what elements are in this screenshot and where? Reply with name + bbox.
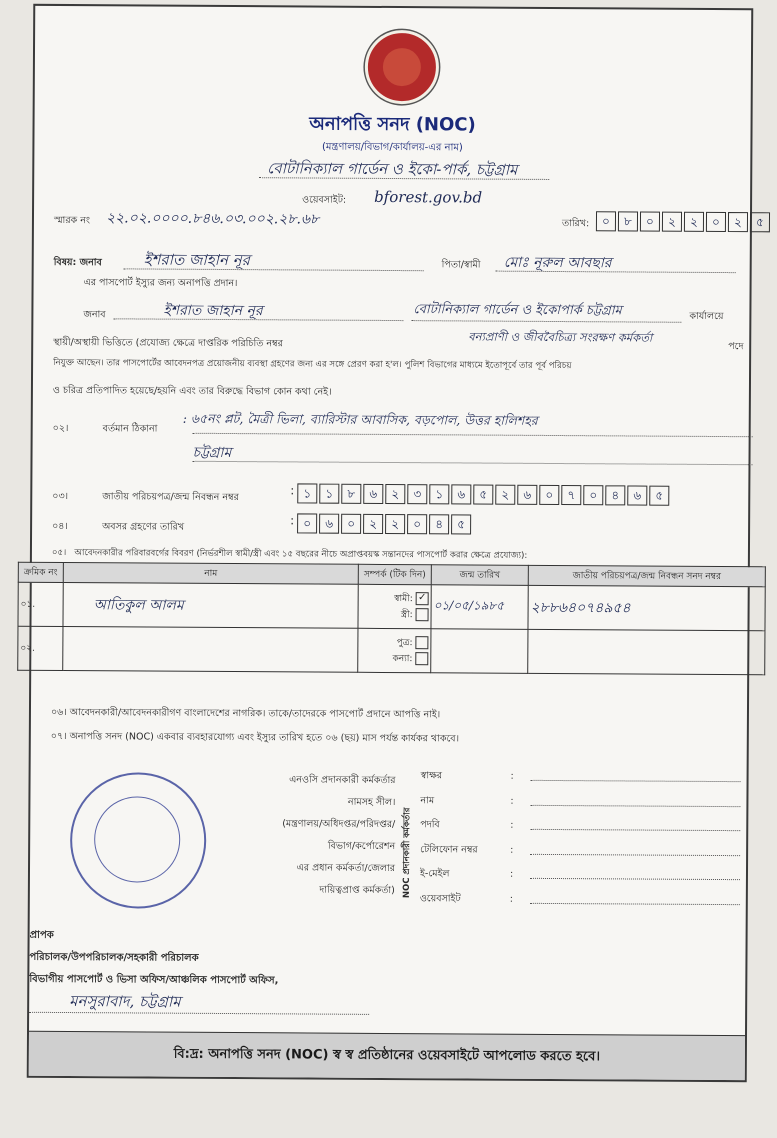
office-seal-stamp	[70, 772, 207, 909]
retire-digit: ৪	[429, 514, 449, 534]
signatory-fields: স্বাক্ষর : নাম : পদবি : টেলিফোন নম্বর : ই-মেইল : ওয়েবসাইট :	[420, 764, 741, 913]
date-digit: ৫	[750, 212, 770, 232]
nid-digit: ২	[495, 485, 515, 505]
nid-digit: ০	[583, 485, 603, 505]
body-janab: জনাব	[83, 309, 106, 321]
rel-a-label: পুত্র:	[396, 637, 413, 648]
row-dob	[431, 629, 528, 674]
body-office: বোটানিক্যাল গার্ডেন ও ইকোপার্ক চট্টগ্রাম	[413, 302, 622, 319]
signatory-left: এনওসি প্রদানকারী কর্মকর্তার নামসহ সীল। (মন্ত্রণালয়/অধিদপ্তর/পরিদপ্তর/ বিভাগ/কর্পোরেশন এর প্রধান কর্মকর্তা/জেলার দায়িত্বপ্রাপ্ত কর্মকর্তা)	[282, 774, 396, 897]
rel-b-checkbox[interactable]	[415, 652, 428, 665]
family-label: আবেদনকারীর পরিবারবর্গের বিবরণ (নির্ভরশীল স্বামী/স্ত্রী এবং ১৫ বছরের নীচে অপ্রাপ্তবয়স্ক সন্তানদের পাসপোর্ট করার ক্ষেত্রে প্রযোজ্য):	[74, 548, 528, 561]
nid-number: ০৩।	[52, 490, 69, 503]
retire-digit: ০	[297, 513, 317, 533]
date-digit: ২	[728, 212, 748, 232]
nid-digit: ৬	[451, 484, 471, 504]
table-row	[18, 582, 765, 631]
designation-suffix: পদে	[728, 341, 744, 353]
memo-number: ২২.০২.০০০০.৮৪৬.০৩.০০২.২৮.৬৮	[105, 210, 320, 228]
family-number: ০৫।	[51, 547, 67, 559]
note-6: ০৬। আবেদনকারী/আবেদনকারীগণ বাংলাদেশের নাগরিক। তাকে/তাদেরকে পাসপোর্ট প্রদানে আপত্তি নাই।	[50, 706, 441, 721]
row-serial: ০১.	[18, 582, 63, 626]
retire-number: ০৪।	[52, 520, 68, 533]
rel-b-checkbox[interactable]	[416, 608, 429, 621]
nid-label: জাতীয় পরিচয়পত্র/জন্ম নিবন্ধন নম্বর	[102, 491, 239, 504]
body-line4: ও চরিত্র প্রতিপাদিত হয়েছে/হয়নি এবং তার বিরুদ্ধে বিভাগ কোন কথা নেই।	[52, 384, 332, 398]
rel-a-label: স্বামী:	[394, 593, 413, 604]
date-label: তারিখ:	[561, 218, 590, 230]
nid-digit: ০	[539, 485, 559, 505]
relation-name: মোঃ নূরুল আবছার	[503, 254, 612, 272]
body-name: ইশরাত জাহান নূর	[163, 302, 263, 320]
retire-label: অবসর গ্রহণের তারিখ	[102, 521, 185, 533]
date-digit: ৮	[618, 211, 638, 231]
nid-digit: ১	[297, 483, 317, 503]
memo-label: স্মারক নং	[53, 214, 91, 227]
office-suffix: কার্যালয়ে	[689, 310, 724, 323]
nid-digit: ৬	[517, 485, 537, 505]
nid-digit: ৫	[473, 485, 493, 505]
nid-digit: ৬	[363, 484, 383, 504]
nid-digit: ৮	[341, 484, 361, 504]
date-digit: ০	[706, 212, 726, 232]
row-nid: ২৮৮৬৪০৭৪৯৫৪	[528, 585, 765, 630]
date-digit: ২	[662, 212, 682, 232]
website-label: ওয়েবসাইট:	[302, 194, 347, 206]
page-title: অনাপত্তি সনদ (NOC)	[309, 113, 476, 136]
address-line2: চট্টগ্রাম	[192, 444, 232, 462]
nid-digit: ২	[385, 484, 405, 504]
retire-digit: ০	[341, 514, 361, 534]
date-digit: ০	[640, 212, 660, 232]
nid-digit: ৪	[605, 485, 625, 505]
col-dob: জন্ম তারিখ	[431, 565, 528, 586]
col-name: নাম	[63, 563, 358, 585]
nid-digit-boxes: : ১ ১ ৮ ৬ ২ ৩ ১ ৬ ৫ ২ ৬ ০ ৭ ০ ৪ ৬ ৫	[290, 483, 671, 505]
office-name: বোটানিক্যাল গার্ডেন ও ইকো-পার্ক, চট্টগ্রাম	[267, 159, 518, 179]
note-7: ০৭। অনাপত্তি সনদ (NOC) একবার ব্যবহারযোগ্য এবং ইস্যুর তারিখ হতে ০৬ (ছয়) মাস পর্যন্ত কার্যকর থাকবে।	[50, 730, 460, 745]
nid-digit: ৭	[561, 485, 581, 505]
ministry-hint: (মন্ত্রণালয়/বিভাগ/কার্যালয়-এর নাম)	[321, 141, 463, 154]
nid-digit: ১	[429, 484, 449, 504]
retire-digit: ২	[385, 514, 405, 534]
vertical-label: NOC প্রদানকারী কর্মকর্তার	[401, 807, 413, 899]
subject-line2: এর পাসপোর্ট ইস্যুর জন্য অনাপত্তি প্রদান।	[83, 277, 238, 290]
recipient-line2: বিভাগীয় পাসপোর্ট ও ভিসা অফিস/আঞ্চলিক পাসপোর্ট অফিস,	[29, 973, 279, 987]
issue-date-boxes	[596, 211, 772, 232]
row-name: আতিকুল আলম	[63, 583, 358, 629]
col-serial: ক্রমিক নং	[18, 562, 63, 582]
rel-b-label: স্ত্রী:	[400, 609, 413, 620]
row-dob: ০১/০৫/১৯৮৫	[431, 585, 528, 630]
address-number: ০২।	[52, 422, 69, 435]
recipient-place: মনসুরাবাদ, চট্টগ্রাম	[69, 992, 181, 1011]
nid-digit: ৬	[627, 485, 647, 505]
row-name	[63, 627, 358, 673]
body-line3: নিযুক্ত আছেন। তার পাসপোর্টের আবেদনপত্র প্রয়োজনীয় ব্যবস্থা গ্রহণের জন্য এর সঙ্গে প্রেরণ করা হ'ল। পুলিশ বিভাগের মাধ্যমে ইতোপূর্বে তার পূর্ব পরিচয়	[53, 357, 572, 372]
rel-b-label: কন্যা:	[392, 653, 413, 664]
designation: বন্যপ্রাণী ও জীববৈচিত্র্য সংরক্ষণ কর্মকর্তা	[468, 329, 653, 345]
nid-digit: ৫	[649, 486, 669, 506]
rel-a-checkbox[interactable]	[415, 636, 428, 649]
body-line2: স্থায়ী/অস্থায়ী ভিত্তিতে (প্রযোজ্য ক্ষেত্রে দাপ্তরিক পরিচিতি নম্বর	[53, 336, 283, 350]
row-serial: ০২.	[18, 626, 63, 670]
retire-date-boxes: : ০ ৬ ০ ২ ২ ০ ৪ ৫	[290, 513, 473, 534]
date-digit: ০	[596, 211, 616, 231]
nid-digit: ১	[319, 484, 339, 504]
table-row	[18, 626, 765, 675]
noc-form	[20, 4, 764, 1082]
col-nid: জাতীয় পরিচয়পত্র/জন্ম নিবন্ধন সনদ নম্বর	[528, 565, 765, 586]
row-nid	[528, 629, 765, 674]
website-value: bforest.gov.bd	[374, 187, 483, 207]
nid-digit: ৩	[407, 484, 427, 504]
relation-label: পিতা/স্বামী	[441, 259, 481, 271]
date-digit: ২	[684, 212, 704, 232]
recipient-label: প্রাপক	[29, 929, 54, 941]
family-table	[17, 562, 766, 676]
col-relation: সম্পর্ক (টিক দিন)	[358, 564, 431, 584]
footer-note: বি:দ্র: অনাপত্তি সনদ (NOC) স্ব স্ব প্রতিষ্ঠানের ওয়েবসাইটে আপলোড করতে হবে।	[29, 1031, 745, 1080]
retire-digit: ৫	[451, 514, 471, 534]
government-emblem-icon	[365, 30, 439, 104]
rel-a-checkbox[interactable]: ✓	[416, 592, 429, 605]
recipient-line1: পরিচালক/উপপরিচালক/সহকারী পরিচালক	[29, 951, 199, 964]
retire-digit: ০	[407, 514, 427, 534]
address-line1: : ৬৫নং প্লট, মৈত্রী ভিলা, ব্যারিস্টার আবাসিক, বড়পোল, উত্তর হালিশহর	[182, 410, 538, 428]
retire-digit: ৬	[319, 514, 339, 534]
subject-label: বিষয়: জনাব	[53, 256, 102, 269]
address-label: বর্তমান ঠিকানা	[102, 423, 158, 435]
subject-name: ইশরাত জাহান নূর	[143, 250, 251, 270]
retire-digit: ২	[363, 514, 383, 534]
